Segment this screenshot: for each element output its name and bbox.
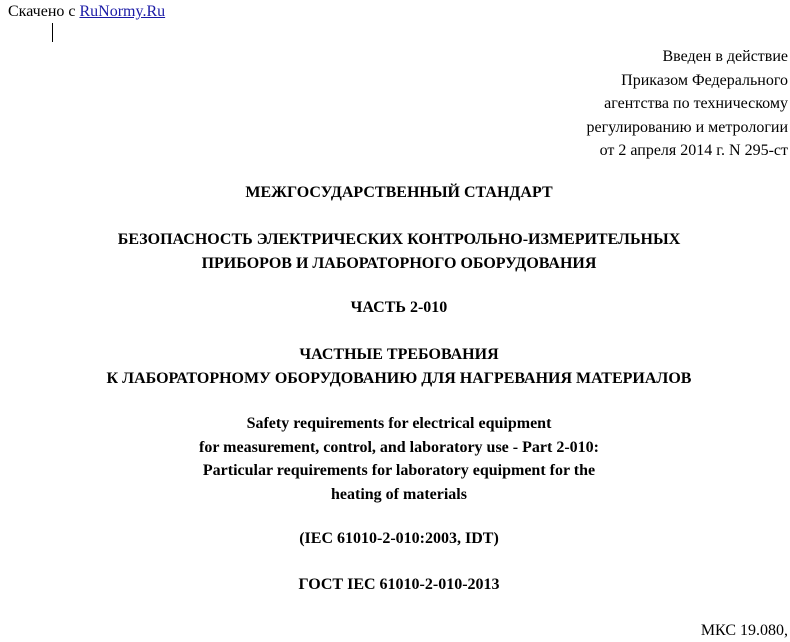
source-prefix: Скачено с xyxy=(8,3,80,20)
document-subtitle xyxy=(0,343,790,390)
mks-code: МКС 19.080, xyxy=(700,622,788,639)
title-line: ПРИБОРОВ И ЛАБОРАТОРНОГО ОБОРУДОВАНИЯ xyxy=(201,254,597,272)
standard-type xyxy=(0,181,790,205)
intro-line: Приказом Федерального xyxy=(621,71,788,89)
iec-reference xyxy=(0,527,790,551)
part-heading xyxy=(0,296,790,320)
english-title-line: Particular requirements for laboratory equipment for the xyxy=(202,462,596,479)
title-line: БЕЗОПАСНОСТЬ ЭЛЕКТРИЧЕСКИХ КОНТРОЛЬНО-ИЗМЕРИТЕЛЬНЫХ xyxy=(117,231,681,248)
intro-block xyxy=(368,45,788,163)
english-title-line: for measurement, control, and laboratory use - Part 2-010: xyxy=(199,438,599,456)
intro-line: агентства по техническому xyxy=(604,95,788,112)
runormy-link[interactable]: RuNormy.Ru xyxy=(79,3,166,20)
source-line xyxy=(8,2,165,22)
intro-line: от 2 апреля 2014 г. N 295-ст xyxy=(599,142,788,159)
standard-type-text: МЕЖГОСУДАРСТВЕННЫЙ СТАНДАРТ xyxy=(245,184,553,201)
english-title-line: heating of materials xyxy=(331,485,467,503)
iec-reference-text: (IEC 61010-2-010:2003, IDT) xyxy=(299,530,499,547)
gost-number xyxy=(0,573,790,597)
subtitle-line: К ЛАБОРАТОРНОМУ ОБОРУДОВАНИЮ ДЛЯ НАГРЕВАНИЯ МАТЕРИАЛОВ xyxy=(106,369,692,387)
part-text: ЧАСТЬ 2-010 xyxy=(350,299,448,316)
text-cursor xyxy=(52,23,53,42)
english-title-line: Safety requirements for electrical equipment xyxy=(246,415,552,432)
subtitle-line: ЧАСТНЫЕ ТРЕБОВАНИЯ xyxy=(299,346,499,363)
english-title xyxy=(0,412,790,506)
intro-line: регулированию и метрологии xyxy=(586,118,788,136)
document-title xyxy=(0,228,790,275)
intro-line: Введен в действие xyxy=(662,48,788,65)
gost-number-text: ГОСТ IEC 61010-2-010-2013 xyxy=(298,576,500,593)
